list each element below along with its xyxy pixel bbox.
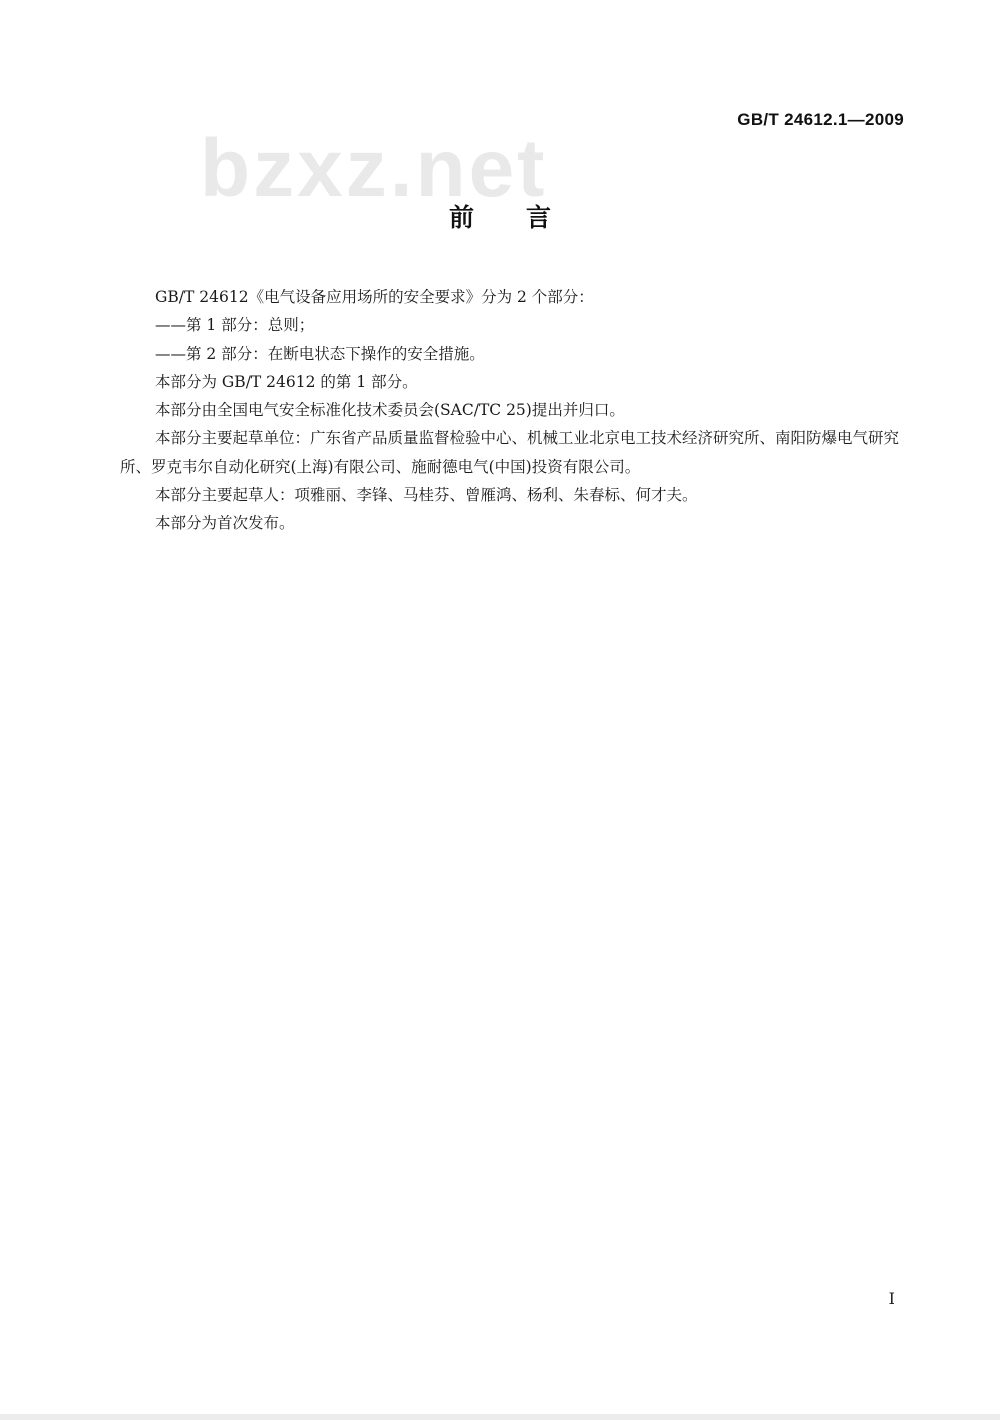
paragraph-this-part: 本部分为 GB/T 24612 的第 1 部分。: [155, 372, 418, 391]
paragraph-drafting-units: 本部分主要起草单位：广东省产品质量监督检验中心、机械工业北京电工技术经济研究所、南阳防爆电气研究所、罗克韦尔自动化研究(上海)有限公司、施耐德电气(中国)投资有限公司。: [120, 429, 900, 476]
paragraph-proposed-by: 本部分由全国电气安全标准化技术委员会(SAC/TC 25)提出并归口。: [155, 401, 625, 420]
paragraph-parts-intro: GB/T 24612《电气设备应用场所的安全要求》分为 2 个部分：: [155, 288, 594, 306]
page-bottom-edge: [0, 1414, 1000, 1420]
paragraph-first-release: 本部分为首次发布。: [155, 514, 295, 533]
paragraph-part-2: ——第 2 部分：在断电状态下操作的安全措施。: [155, 344, 485, 363]
paragraph-part-1: ——第 1 部分：总则；: [155, 316, 315, 335]
standard-code: GB/T 24612.1—2009: [737, 110, 904, 129]
page-title: 前言: [448, 203, 603, 232]
foreword-body: [120, 283, 920, 538]
page-number: I: [888, 1289, 895, 1308]
paragraph-drafters: 本部分主要起草人：项雅丽、李锋、马桂芬、曾雁鸿、杨利、朱春标、何才夫。: [155, 486, 698, 505]
watermark-text: bzxz.net: [200, 123, 548, 214]
